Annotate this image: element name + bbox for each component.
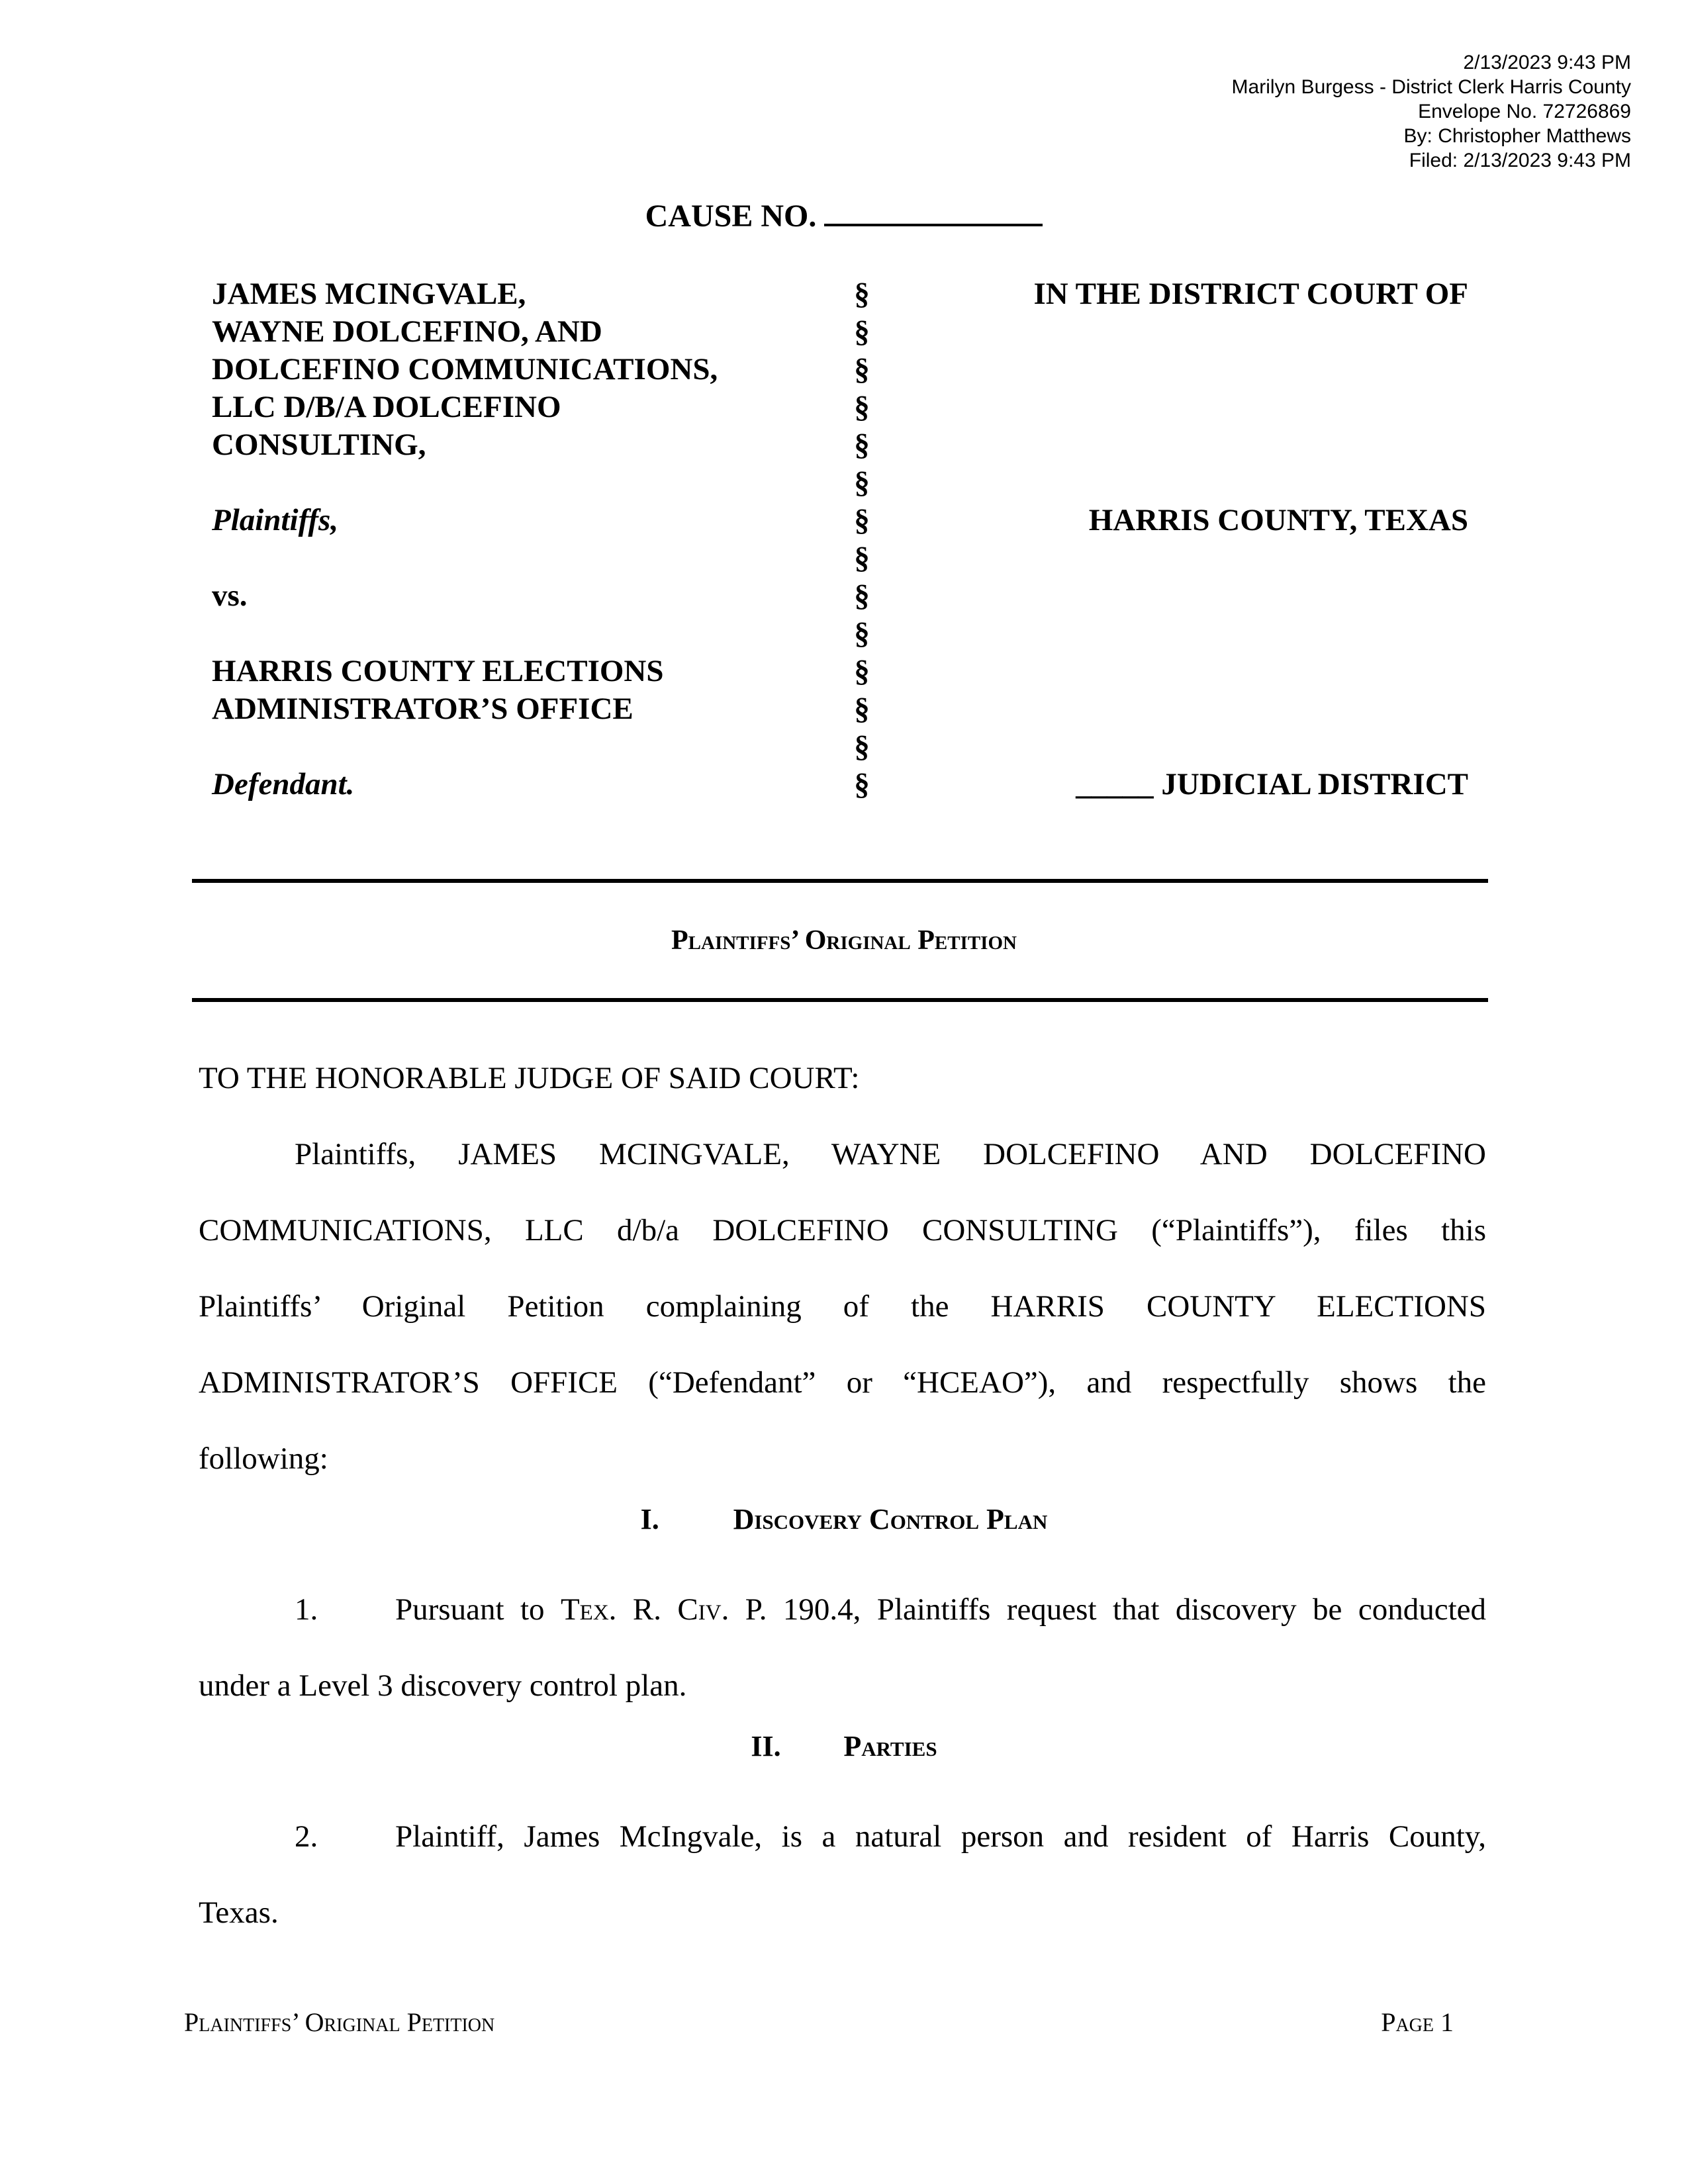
- plaintiff-line: WAYNE DOLCEFINO, AND: [212, 314, 602, 349]
- defendant-line: ADMINISTRATOR’S OFFICE: [212, 692, 633, 726]
- page-number: Page 1: [1381, 2007, 1454, 2037]
- stamp-envelope: Envelope No. 72726869: [1418, 101, 1631, 122]
- intro-line: Plaintiffs, JAMES MCINGVALE, WAYNE DOLCEFINO AND DOLCEFINO: [295, 1137, 1486, 1171]
- cause-label: CAUSE NO.: [645, 199, 817, 234]
- document-title: Plaintiffs’ Original Petition: [671, 925, 1017, 956]
- district-number-blank: _____: [1076, 767, 1154, 801]
- section-heading-parties: [0, 1729, 1688, 1763]
- section-heading-discovery: [0, 1502, 1688, 1536]
- title-rule-bottom: [192, 998, 1488, 1002]
- rule-citation: Tex. R. Civ. P.: [560, 1592, 767, 1627]
- section-symbol: §: [854, 277, 870, 311]
- footer-title: Plaintiffs’ Original Petition: [184, 2007, 495, 2037]
- plaintiff-line: LLC D/B/A DOLCEFINO: [212, 390, 561, 424]
- intro-line: following:: [199, 1441, 328, 1476]
- section-symbol: §: [854, 541, 870, 575]
- cause-number-blank: [824, 197, 1043, 226]
- stamp-filed: Filed: 2/13/2023 9:43 PM: [1409, 150, 1631, 171]
- discovery-paragraph-line: Pursuant to Tex. R. Civ. P. 190.4, Plaintiffs request that discovery be conducted: [395, 1592, 1487, 1627]
- district-line: [1076, 766, 1468, 803]
- paragraph-number: 2.: [295, 1819, 318, 1854]
- plaintiff-line: JAMES MCINGVALE,: [212, 277, 526, 311]
- salutation: TO THE HONORABLE JUDGE OF SAID COURT:: [199, 1061, 860, 1095]
- section-symbol: §: [854, 767, 870, 801]
- defendant-role: Defendant.: [212, 767, 355, 801]
- title-rule-top: [192, 879, 1488, 883]
- district-label: JUDICIAL DISTRICT: [1161, 767, 1468, 801]
- plaintiff-line: DOLCEFINO COMMUNICATIONS,: [212, 352, 718, 387]
- court-line: IN THE DISTRICT COURT OF: [1033, 277, 1468, 311]
- section-symbol: §: [854, 616, 870, 651]
- section-title: Parties: [843, 1730, 937, 1762]
- section-symbol: §: [854, 390, 870, 424]
- section-symbol: §: [854, 352, 870, 387]
- plaintiffs-role: Plaintiffs,: [212, 503, 339, 537]
- section-symbol: §: [854, 692, 870, 726]
- section-symbol: §: [854, 729, 870, 764]
- section-title: Discovery Control Plan: [733, 1503, 1048, 1535]
- intro-line: ADMINISTRATOR’S OFFICE (“Defendant” or “HCEAO”), and respectfully shows the: [199, 1365, 1486, 1400]
- filing-stamp: [1232, 50, 1631, 173]
- parties-paragraph-line: Texas.: [199, 1895, 279, 1930]
- intro-line: COMMUNICATIONS, LLC d/b/a DOLCEFINO CONSULTING (“Plaintiffs”), files this: [199, 1213, 1486, 1248]
- county-line: HARRIS COUNTY, TEXAS: [1088, 503, 1468, 537]
- stamp-clerk: Marilyn Burgess - District Clerk Harris County: [1231, 76, 1631, 98]
- versus: vs.: [212, 578, 248, 613]
- section-symbol: §: [854, 578, 870, 613]
- plaintiff-line: CONSULTING,: [212, 428, 426, 462]
- stamp-by: By: Christopher Matthews: [1403, 125, 1631, 147]
- section-symbol-column: [849, 275, 875, 803]
- paragraph-number: 1.: [295, 1592, 318, 1627]
- section-numeral: II.: [751, 1730, 781, 1762]
- stamp-datetime: 2/13/2023 9:43 PM: [1463, 52, 1631, 73]
- defendant-line: HARRIS COUNTY ELECTIONS: [212, 654, 664, 688]
- section-symbol: §: [854, 428, 870, 462]
- section-symbol: §: [854, 503, 870, 537]
- section-symbol: §: [854, 465, 870, 500]
- section-symbol: §: [854, 314, 870, 349]
- caption-parties: [212, 275, 718, 803]
- section-numeral: I.: [640, 1503, 659, 1535]
- discovery-paragraph-line: under a Level 3 discovery control plan.: [199, 1668, 687, 1703]
- parties-paragraph-line: Plaintiff, James McIngvale, is a natural person and resident of Harris County,: [395, 1819, 1486, 1854]
- cause-number: [0, 197, 1688, 234]
- intro-line: Plaintiffs’ Original Petition complaining of the HARRIS COUNTY ELECTIONS: [199, 1289, 1486, 1324]
- section-symbol: §: [854, 654, 870, 688]
